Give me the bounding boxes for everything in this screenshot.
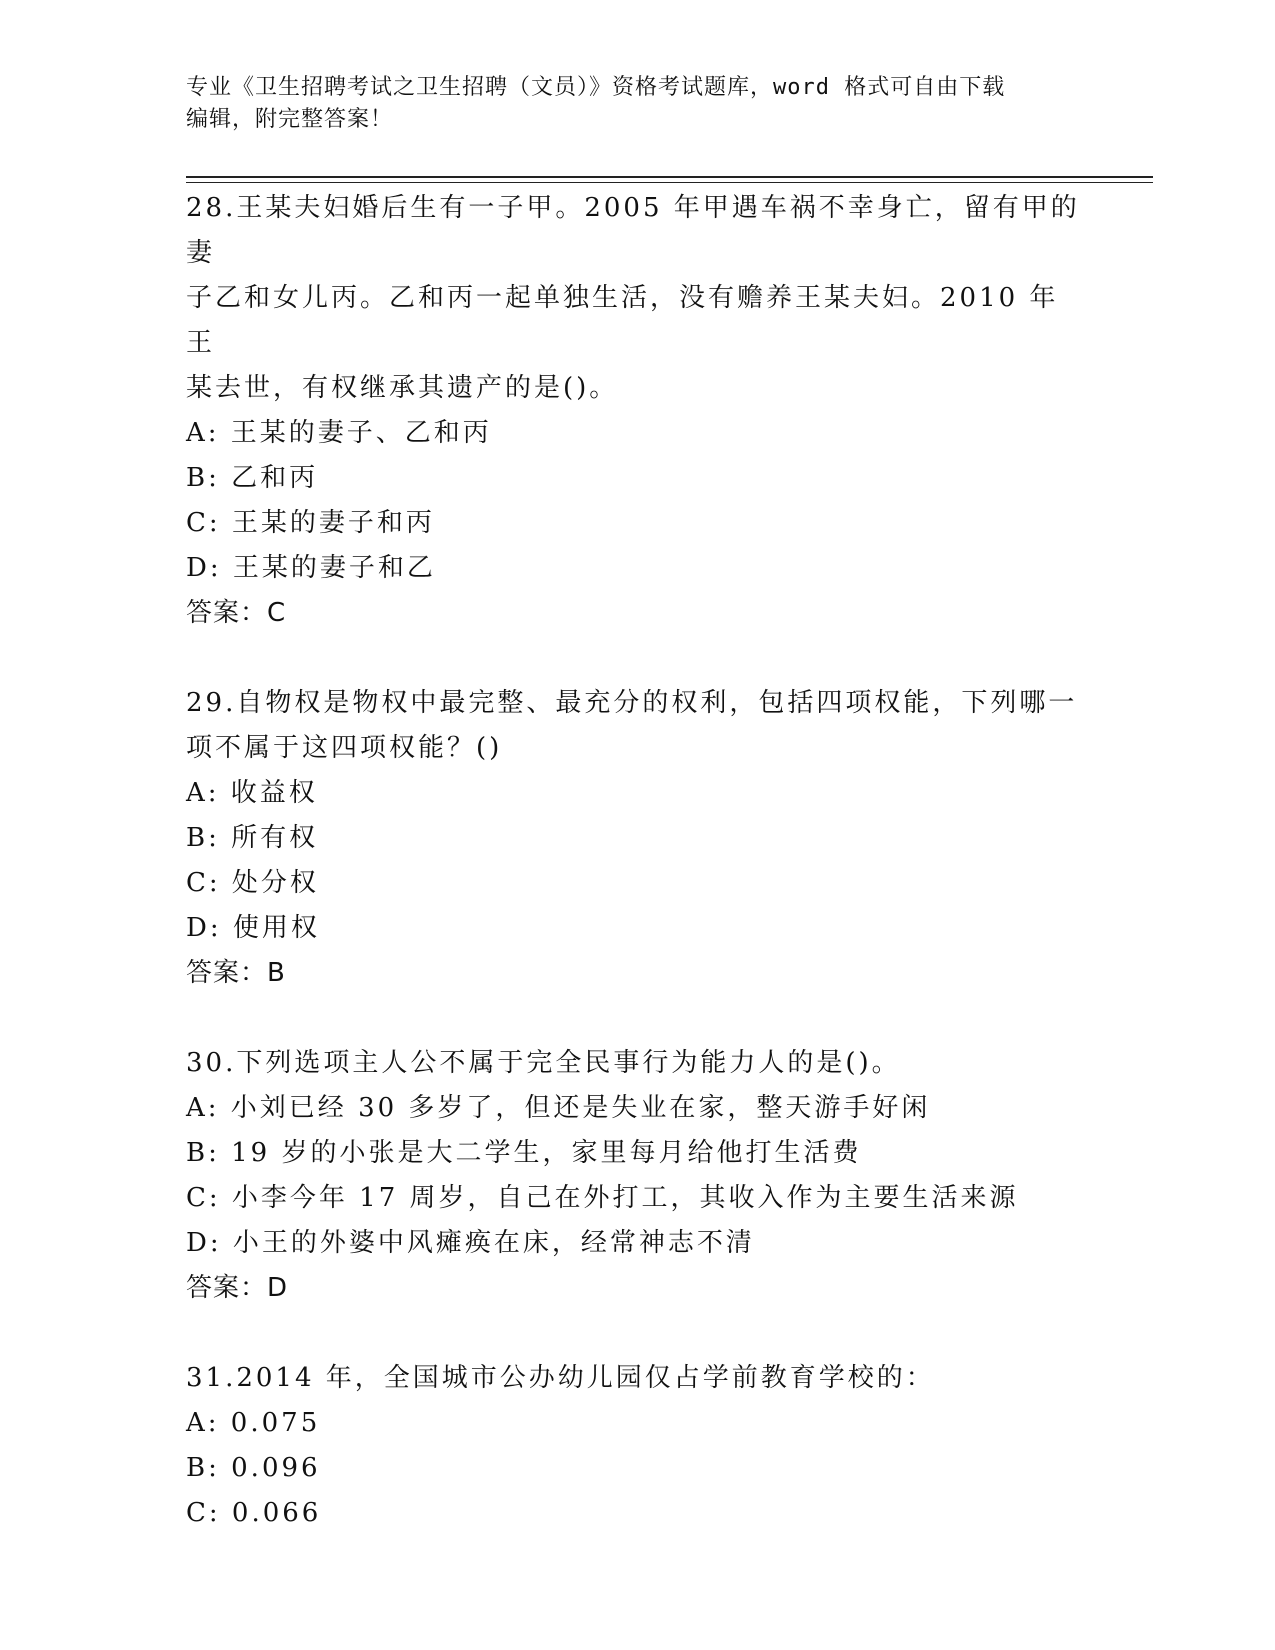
option-b: B: 0.096 — [186, 1453, 321, 1483]
option-a: A: 收益权 — [186, 778, 318, 808]
option-d: D: 使用权 — [186, 913, 320, 943]
option-d: D: 王某的妻子和乙 — [186, 553, 436, 583]
option-a: A: 小刘已经 30 多岁了，但还是失业在家，整天游手好闲 — [186, 1093, 931, 1123]
question-text-line: 28.王某夫妇婚后生有一子甲。2005 年甲遇车祸不幸身亡，留有甲的妻 — [186, 193, 1080, 268]
question-text-line: 31.2014 年，全国城市公办幼儿园仅占学前教育学校的： — [186, 1363, 935, 1393]
question-28 — [186, 186, 1086, 636]
option-a: A: 王某的妻子、乙和丙 — [186, 418, 492, 448]
document-header — [186, 72, 1086, 136]
option-c: C: 0.066 — [186, 1498, 322, 1528]
header-line-1: 专业《卫生招聘考试之卫生招聘（文员）》资格考试题库，word 格式可自由下载 — [186, 75, 1006, 100]
question-text-line: 子乙和女儿丙。乙和丙一起单独生活，没有赡养王某夫妇。2010 年王 — [186, 283, 1059, 358]
option-d: D: 小王的外婆中风瘫痪在床，经常神志不清 — [186, 1228, 755, 1258]
question-text-line: 29.自物权是物权中最完整、最充分的权利，包括四项权能，下列哪一 — [186, 688, 1078, 718]
question-text-line: 项不属于这四项权能？() — [186, 733, 503, 763]
answer: 答案：D — [186, 1273, 289, 1303]
question-text-line: 30.下列选项主人公不属于完全民事行为能力人的是()。 — [186, 1048, 901, 1078]
option-a: A: 0.075 — [186, 1408, 321, 1438]
option-b: B: 19 岁的小张是大二学生，家里每月给他打生活费 — [186, 1138, 862, 1168]
option-b: B: 所有权 — [186, 823, 319, 853]
question-text-line: 某去世，有权继承其遗产的是()。 — [186, 373, 619, 403]
header-rule-thick — [186, 176, 1153, 178]
question-30 — [186, 1041, 1086, 1311]
question-31 — [186, 1356, 1086, 1536]
option-c: C: 处分权 — [186, 868, 319, 898]
question-list — [186, 186, 1086, 1581]
option-c: C: 小李今年 17 周岁，自己在外打工，其收入作为主要生活来源 — [186, 1183, 1019, 1213]
option-c: C: 王某的妻子和丙 — [186, 508, 435, 538]
question-29 — [186, 681, 1086, 996]
header-line-2: 编辑，附完整答案！ — [186, 107, 394, 132]
answer: 答案：B — [186, 958, 286, 988]
header-rule-thin — [186, 182, 1153, 183]
answer: 答案：C — [186, 598, 287, 628]
option-b: B: 乙和丙 — [186, 463, 319, 493]
